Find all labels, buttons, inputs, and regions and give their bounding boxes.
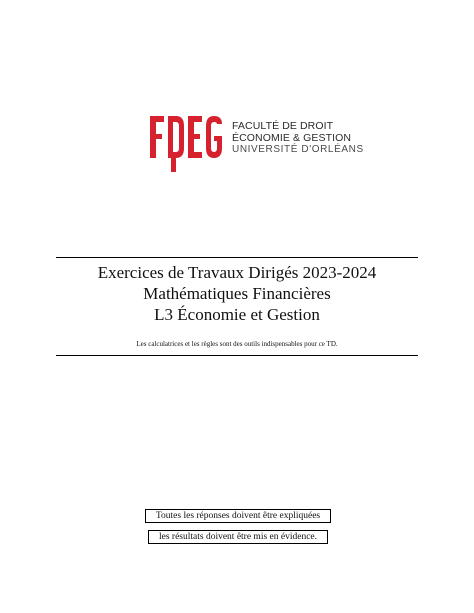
faculty-name-line2: ÉCONOMIE & GESTION xyxy=(232,132,352,144)
calculator-note: Les calculatrices et les règles sont des outils indispensables pour ce TD. xyxy=(136,340,338,348)
notice-explanations: Toutes les réponses doivent être expliquées xyxy=(145,509,331,523)
faculty-name xyxy=(232,120,364,156)
notice-results: les résultats doivent être mis en évidence. xyxy=(148,530,328,544)
title-block xyxy=(56,262,418,325)
title-line-subject: Mathématiques Financières xyxy=(143,284,331,303)
title-top-rule xyxy=(56,257,418,258)
faculty-logo xyxy=(148,110,364,176)
fdeg-logo-mark-icon xyxy=(148,110,224,176)
title-bottom-rule xyxy=(56,355,418,356)
faculty-name-line1: FACULTÉ DE DROIT xyxy=(232,120,334,132)
university-name: UNIVERSITÉ D'ORLÉANS xyxy=(232,144,364,155)
title-line-level: L3 Économie et Gestion xyxy=(154,305,320,324)
title-line-exercises: Exercices de Travaux Dirigés 2023-2024 xyxy=(97,263,377,282)
